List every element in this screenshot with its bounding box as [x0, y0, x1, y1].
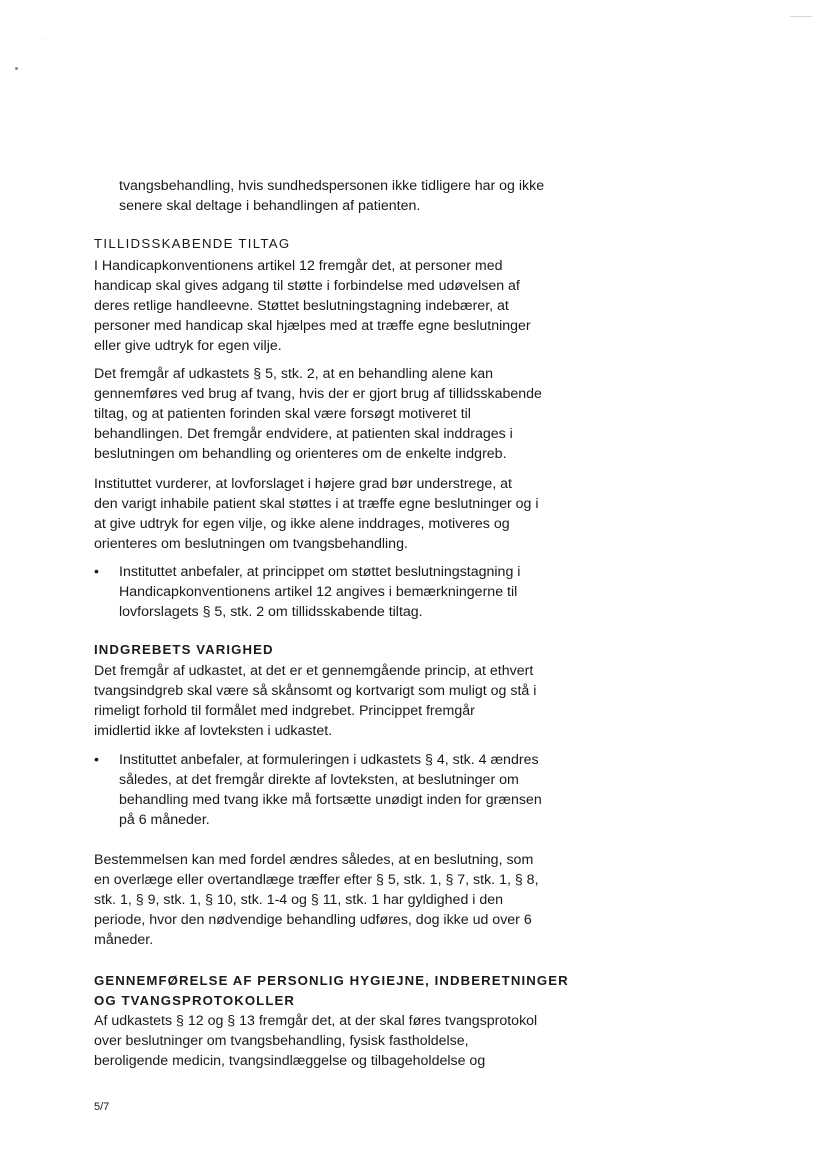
scan-mark — [790, 16, 812, 17]
paragraph: Bestemmelsen kan med fordel ændres således, at en beslutning, som en overlæge eller overtandlæge træffer efter § 5, stk. 1, § 7, stk. 1, § 8, stk. 1, § 9, stk. 1, § 10, stk. 1-4 og § 11, stk. 1 har gyldighed i den periode, hvor den nødvendige behandling udføres, dog ikke ud over 6 måneder. — [94, 852, 539, 948]
section-heading-indgrebets-varighed: INDGREBETS VARIGHED — [94, 642, 274, 657]
section-heading-tillidsskabende: TILLIDSSKABENDE TILTAG — [94, 236, 291, 251]
paragraph: I Handicapkonventionens artikel 12 fremgår det, at personer med handicap skal gives adgang til støtte i forbindelse med udøvelsen af deres retlige handleevne. Støttet beslutningstagning indebærer, at personer med handicap skal hjælpes med at træffe egne beslutninger eller give udtryk for egen vilje. — [94, 258, 531, 354]
bullet-icon: • — [94, 564, 99, 580]
paragraph: Instituttet vurderer, at lovforslaget i højere grad bør understrege, at den varigt inhabile patient skal støttes i at træffe egne beslutninger og i at give udtryk for egen vilje, og ikke alene inddrages, motiveres og orienteres om beslutningen om tvangsbehandling. — [94, 476, 539, 552]
document-page: tvangsbehandling, hvis sundhedspersonen ikke tidligere har og ikke senere skal deltage i behandlingen af patienten. TILLIDSSKABENDE TILTAG I Handicapkonventionens artikel 12 fremgår det, at personer med handicap skal gives adgang til støtte i forbindelse med udøvelsen af deres retlige handleevne. Støttet beslutningstagning indebærer, at personer med handicap skal hjælpes med at træffe egne beslutninger eller give udtryk for egen vilje. Det fremgår af udkastets § 5, stk. 2, at en behandling alene kan gennemføres ved brug af tvang, hvis der er gjort brug af tillidsskabende tiltag, og at patienten forinden skal være forsøgt motiveret til behandlingen. Det fremgår endvidere, at patienten skal inddrages i beslutningen om behandling og orienteres om de enkelte indgreb. Instituttet vurderer, at lovforslaget i højere grad bør understrege, at den varigt inhabile patient skal støttes i at træffe egne beslutninger og i at give udtryk for egen vilje, og ikke alene inddrages, motiveres og orienteres om beslutningen om tvangsbehandling. • Instituttet anbefaler, at princippet om støttet beslutningstagning i Handicapkonventionens artikel 12 angives i bemærkningerne til lovforslagets § 5, stk. 2 om tillidsskabende tiltag. INDGREBETS VARIGHED Det fremgår af udkastet, at det er et gennemgående princip, at ethvert tvangsindgreb skal være så skånsomt og kortvarigt som muligt og stå i rimeligt forhold til formålet med indgrebet. Princippet fremgår imidlertid ikke af lovteksten i udkastet. • Instituttet anbefaler, at formuleringen i udkastets § 4, stk. 4 ændres således, at det fremgår direkte af lovteksten, at beslutninger om behandling med tvang ikke må fortsætte unødigt inden for grænsen på 6 måneder. Bestemmelsen kan med fordel ændres således, at en beslutning, som en overlæge eller overtandlæge træffer efter § 5, stk. 1, § 7, stk. 1, § 8, stk. 1, § 9, stk. 1, § 10, stk. 1-4 og § 11, stk. 1 har gyldighed i den periode, hvor den nødvendige behandling udføres, dog ikke ud over 6 måneder. GENNEMFØRELSE AF PERSONLIG HYGIEJNE, INDBERETNINGER OG TVANGSPROTOKOLLER Af udkastets § 12 og § 13 fremgår det, at der skal føres tvangsprotokol over beslutninger om tvangsbehandling, fysisk fastholdelse, beroligende medicin, tvangsindlæggelse og tilbageholdelse og 5/7 — [0, 0, 828, 1169]
bullet-icon: • — [94, 752, 99, 768]
paragraph: Af udkastets § 12 og § 13 fremgår det, at der skal føres tvangsprotokol over beslutninger om tvangsbehandling, fysisk fastholdelse, beroligende medicin, tvangsindlæggelse og tilbageholdelse og — [94, 1013, 538, 1069]
paragraph: Det fremgår af udkastets § 5, stk. 2, at en behandling alene kan gennemføres ved brug af tvang, hvis der er gjort brug af tillidsskabende tiltag, og at patienten forinden skal være forsøgt motiveret til behandlingen. Det fremgår endvidere, at patienten skal inddrages i beslutningen om behandling og orienteres om de enkelte indgreb. — [94, 366, 542, 462]
paragraph: Det fremgår af udkastet, at det er et gennemgående princip, at ethvert tvangsindgreb skal være så skånsomt og kortvarigt som muligt og stå i rimeligt forhold til formålet med indgrebet. Princippet fremgår imidlertid ikke af lovteksten i udkastet. — [94, 663, 537, 739]
page-number: 5/7 — [94, 1101, 110, 1113]
scan-speck — [15, 67, 18, 70]
scan-speck — [45, 38, 46, 39]
continuation-text: tvangsbehandling, hvis sundhedspersonen ikke tidligere har og ikke senere skal deltage i behandlingen af patienten. — [119, 178, 545, 214]
section-heading-gennemfoerelse: GENNEMFØRELSE AF PERSONLIG HYGIEJNE, INDBERETNINGER OG TVANGSPROTOKOLLER — [94, 973, 569, 1008]
